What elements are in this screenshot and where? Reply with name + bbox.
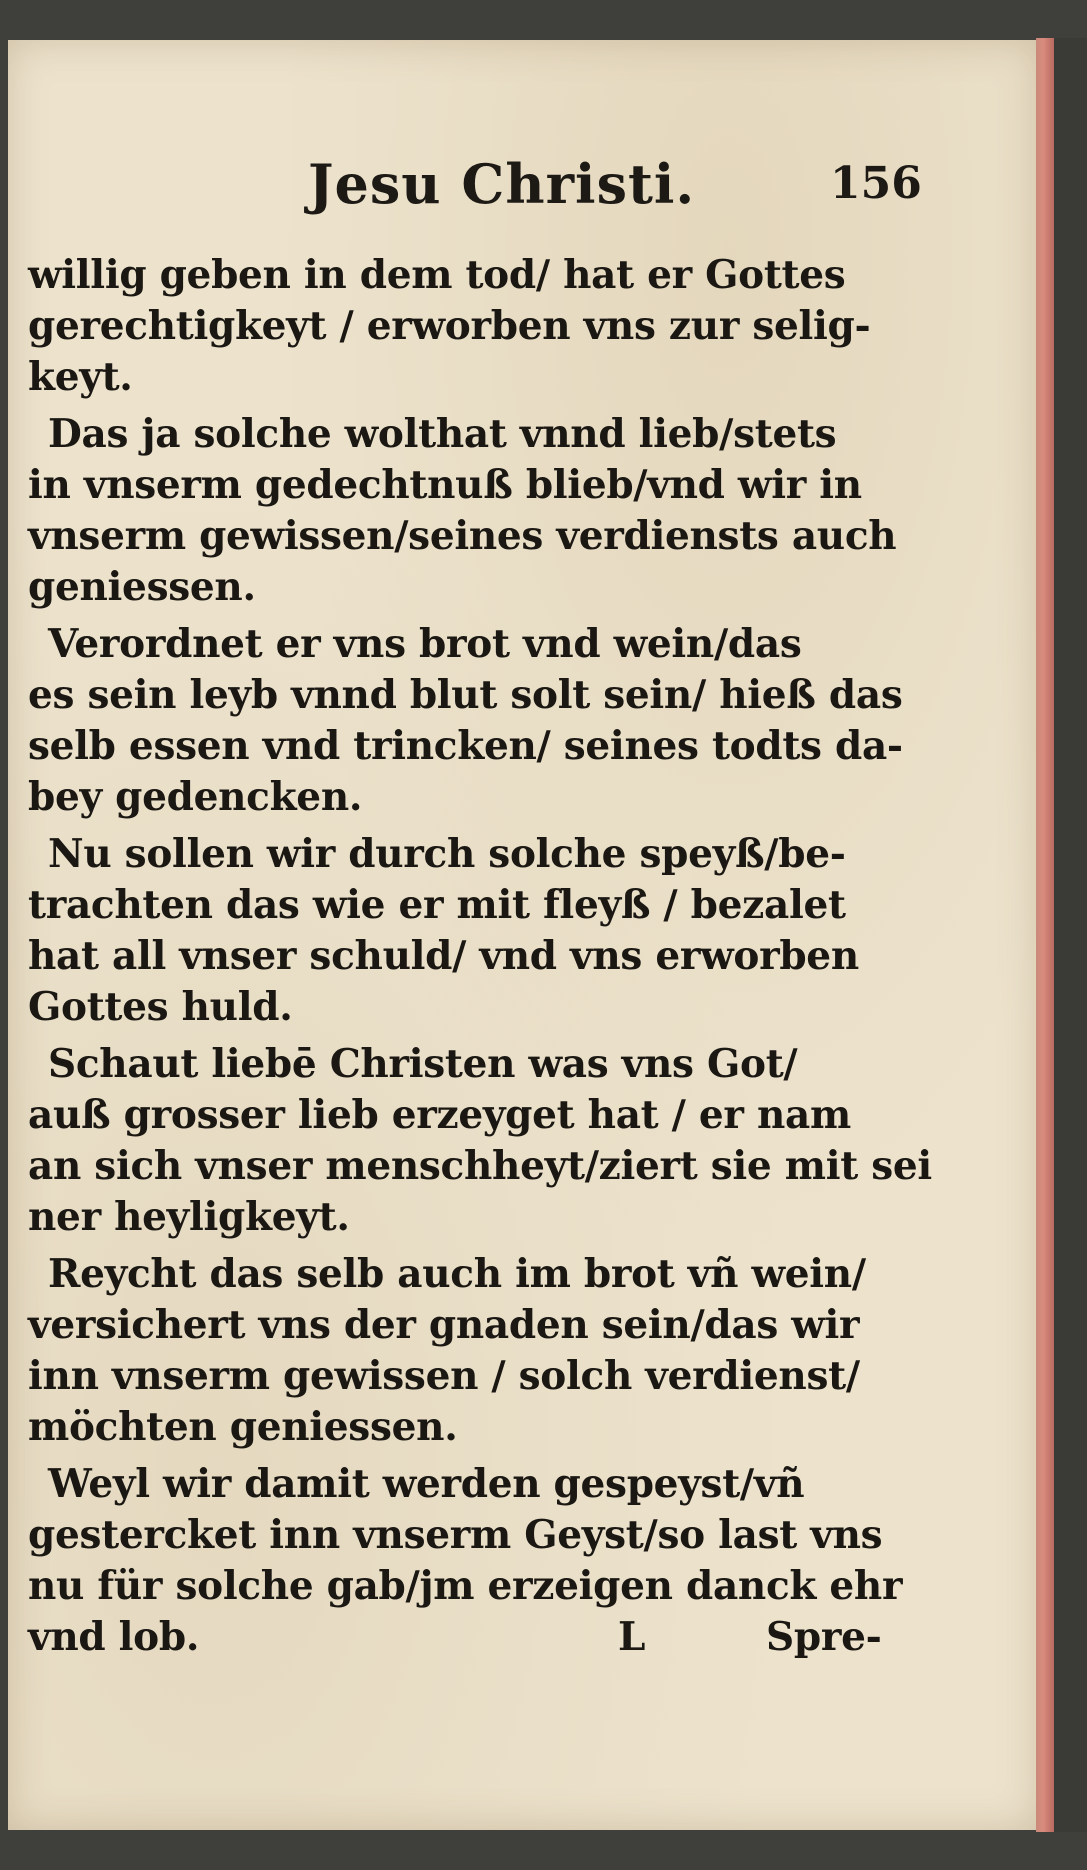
text-line: Nu sollen wir durch solche speyß/be-: [48, 831, 846, 877]
text-line: bey gedencken.: [28, 774, 363, 820]
text-line: es sein leyb vnnd blut solt sein/ hieß das: [28, 672, 903, 718]
running-title: Jesu Christi.: [308, 152, 696, 216]
last-text-line: [28, 1612, 908, 1663]
text-line: gerechtigkeyt / erworben vns zur selig-: [28, 303, 871, 349]
stanza: [28, 250, 908, 403]
text-line: inn vnserm gewissen / solch verdienst/: [28, 1353, 860, 1399]
page-number: 156: [830, 158, 922, 209]
text-line: Das ja solche wolthat vnnd lieb/stets: [48, 411, 837, 457]
stanza: [28, 619, 908, 823]
text-line: in vnserm gedechtnuß blieb/vnd wir in: [28, 462, 862, 508]
text-line: nu für solche gab/jm erzeigen danck ehr: [28, 1563, 903, 1609]
text-line: möchten geniessen.: [28, 1404, 458, 1450]
book-page: [8, 40, 1038, 1830]
page-edge-shadow: [1054, 38, 1087, 1832]
signature-mark: L: [618, 1614, 646, 1660]
text-line: trachten das wie er mit fleyß / bezalet: [28, 882, 846, 928]
text-line: vnserm gewissen/seines verdiensts auch: [28, 513, 897, 559]
stanza: [28, 829, 908, 1033]
page-header: [8, 152, 1038, 242]
catchword: Spre-: [766, 1614, 882, 1660]
stanza: [28, 409, 908, 613]
text-line: keyt.: [28, 354, 133, 400]
text-line-end: vnd lob.: [28, 1614, 200, 1660]
text-line: gestercket inn vnserm Geyst/so last vns: [28, 1512, 883, 1558]
text-line: Verordnet er vns brot vnd wein/das: [48, 621, 802, 667]
text-line: selb essen vnd trincken/ seines todts da-: [28, 723, 903, 769]
stanza: [28, 1249, 908, 1453]
text-line: willig geben in dem tod/ hat er Gottes: [28, 252, 846, 298]
text-line: geniessen.: [28, 564, 256, 610]
text-line: Schaut liebē Christen was vns Got/: [48, 1041, 798, 1087]
text-line: an sich vnser menschheyt/ziert sie mit sei: [28, 1143, 932, 1189]
text-line: versichert vns der gnaden sein/das wir: [28, 1302, 860, 1348]
hymn-text: [28, 250, 932, 1669]
text-line: Gottes huld.: [28, 984, 293, 1030]
stanza: [28, 1459, 908, 1663]
text-line: Weyl wir damit werden gespeyst/vñ: [48, 1461, 805, 1507]
text-line: auß grosser lieb erzeyget hat / er nam: [28, 1092, 851, 1138]
stanza: [28, 1039, 932, 1243]
text-line: hat all vnser schuld/ vnd vns erworben: [28, 933, 859, 979]
page-edge: [1036, 38, 1054, 1832]
text-line: Reycht das selb auch im brot vñ wein/: [48, 1251, 866, 1297]
text-line: ner heyligkeyt.: [28, 1194, 350, 1240]
